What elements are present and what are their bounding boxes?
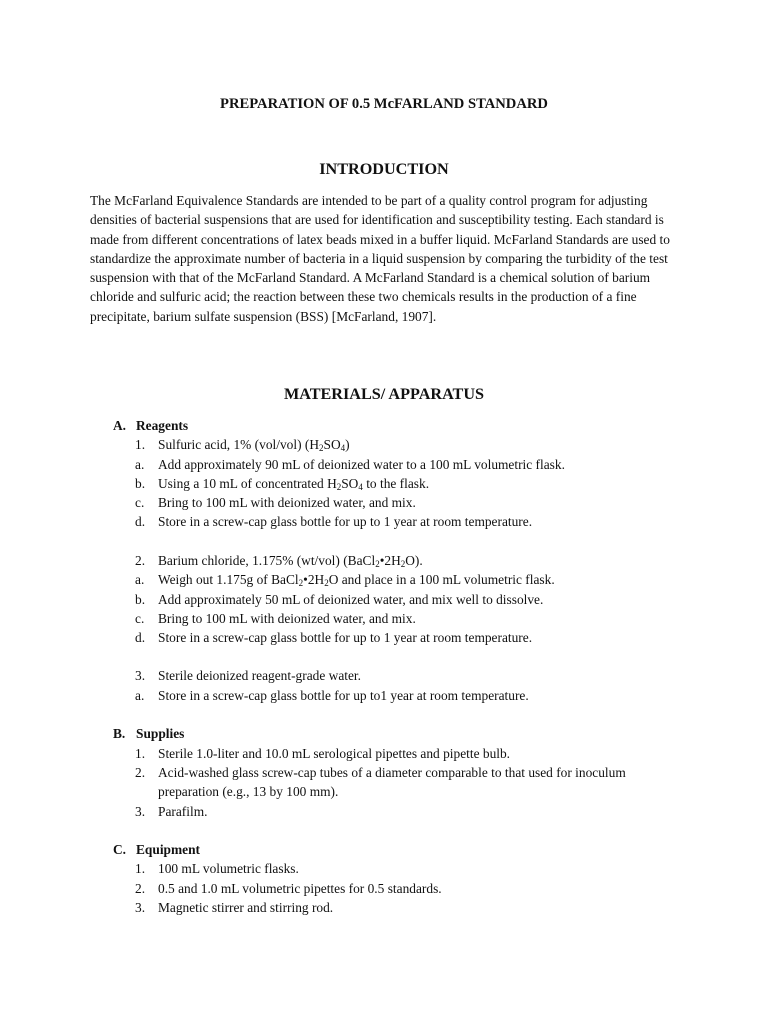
list-number: 1.	[135, 437, 146, 452]
list-text: Weigh out 1.175g of $BaCl_2•2H_2O$ and place in a 100 mL volumetric flask.	[158, 572, 555, 588]
list-text: Store in a screw-cap glass bottle for up to1 year at room temperature.	[158, 688, 529, 703]
list-number: 3.	[135, 804, 146, 819]
list-text: Sterile 1.0-liter and 10.0 mL serological pipettes and pipette bulb.	[158, 746, 511, 761]
introduction-paragraph: The McFarland Equivalence Standards are intended to be part of a quality control program for adjusting densities of bacterial suspensions that are used for identification and susceptibility testing. Each standard is made from different concentrations of latex beads mixed in a buffer liquid. McFarland Standards are used to standardize the approximate number of bacteria in a liquid suspension by comparing the turbidity of the test suspension with that of the McFarland Standard. A McFarland Standard is a chemical solution of barium chloride and sulfuric acid; the reaction between these two chemicals results in the production of a fine precipitate, barium sulfate suspension (BSS) [McFarland, 1907].	[90, 193, 670, 324]
list-text: Store in a screw-cap glass bottle for up to 1 year at room temperature.	[158, 514, 533, 529]
list-marker: d.	[135, 514, 146, 529]
list-marker: a.	[135, 688, 145, 703]
section-letter: C.	[113, 842, 127, 857]
list-text: Barium chloride, 1.175% (wt/vol) $(BaCl_2•2H_2O)$.	[158, 553, 423, 569]
list-marker: a.	[135, 457, 145, 472]
list-number: 2.	[135, 765, 146, 780]
introduction-heading: INTRODUCTION	[319, 160, 449, 178]
materials-heading: MATERIALS/ APPARATUS	[283, 385, 485, 403]
list-text: 0.5 and 1.0 mL volumetric pipettes for 0.5 standards.	[158, 881, 442, 896]
list-marker: c.	[135, 495, 145, 510]
list-marker: c.	[135, 611, 145, 626]
section-letter: A.	[113, 418, 127, 433]
list-number: 3.	[135, 668, 146, 683]
list-number: 3.	[135, 900, 146, 915]
list-text: Using a 10 mL of concentrated $H_2SO_4$ to the flask.	[158, 476, 430, 492]
list-text: Sterile deionized reagent-grade water.	[158, 668, 361, 683]
section-letter: B.	[113, 726, 126, 741]
list-text: Magnetic stirrer and stirring rod.	[158, 900, 334, 915]
list-number: 1.	[135, 861, 146, 876]
section-label: Reagents	[136, 418, 189, 433]
section-label: Supplies	[136, 726, 185, 741]
list-marker: d.	[135, 630, 146, 645]
list-text: 100 mL volumetric flasks.	[158, 861, 299, 876]
list-marker: b.	[135, 476, 146, 491]
list-marker: b.	[135, 592, 146, 607]
document-title: PREPARATION OF 0.5 McFARLAND STANDARD	[220, 96, 548, 112]
list-text: Bring to 100 mL with deionized water, and mix.	[158, 611, 416, 626]
list-text: Add approximately 50 mL of deionized water, and mix well to dissolve.	[158, 592, 544, 607]
section-reagents-heading	[113, 416, 188, 435]
section-supplies-heading	[113, 724, 184, 743]
list-number: 2.	[135, 881, 146, 896]
list-text: Acid-washed glass screw-cap tubes of a diameter comparable to that used for inoculum preparation (e.g., 13 by 100 mm).	[158, 765, 626, 800]
list-text: Bring to 100 mL with deionized water, and mix.	[158, 495, 416, 510]
list-number: 2.	[135, 553, 146, 568]
list-text: Sulfuric acid, 1% (vol/vol) $(H_2SO_4)$	[158, 437, 350, 453]
list-text: Parafilm.	[158, 804, 208, 819]
list-marker: a.	[135, 572, 145, 587]
list-text: Store in a screw-cap glass bottle for up to 1 year at room temperature.	[158, 630, 533, 645]
section-equipment-heading	[113, 840, 200, 859]
section-label: Equipment	[136, 842, 200, 857]
list-number: 1.	[135, 746, 146, 761]
list-text: Add approximately 90 mL of deionized water to a 100 mL volumetric flask.	[158, 457, 565, 472]
